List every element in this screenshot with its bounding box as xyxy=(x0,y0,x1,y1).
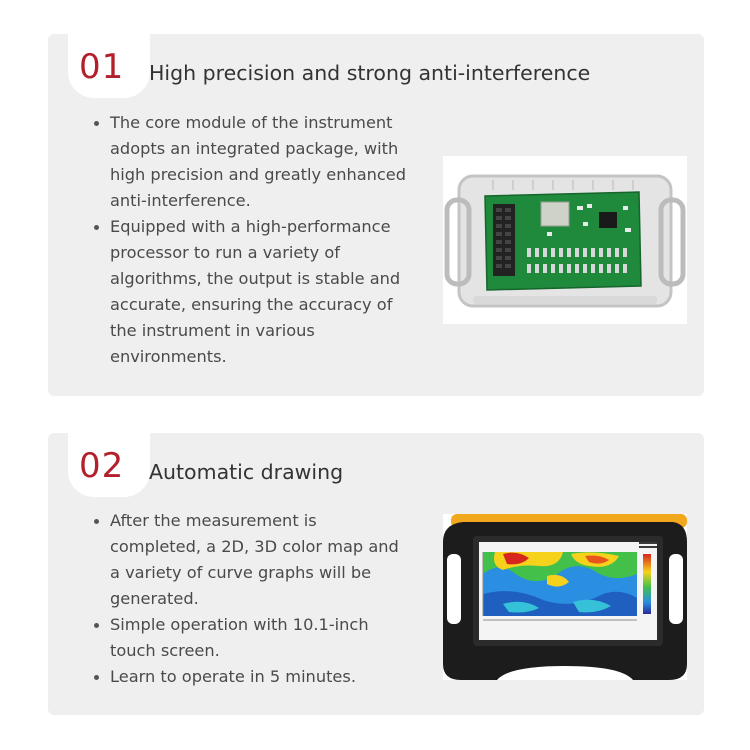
section-title: High precision and strong anti-interference xyxy=(149,61,591,85)
section-number: 01 xyxy=(79,47,125,87)
bullet-item: After the measurement is completed, a 2D, 3D color map and a variety of curve graphs will be generated. xyxy=(92,508,412,612)
section-title: Automatic drawing xyxy=(149,460,344,484)
bullet-item: Learn to operate in 5 minutes. xyxy=(92,664,412,690)
feature-card-precision xyxy=(48,34,704,396)
tablet-color-map-photo xyxy=(443,514,687,680)
bullet-list xyxy=(92,508,412,690)
feature-card-drawing xyxy=(48,433,704,715)
circuit-board-module-photo xyxy=(443,156,687,324)
bullet-list xyxy=(92,110,412,370)
tablet-map-image xyxy=(443,514,687,680)
bullet-item: The core module of the instrument adopts an integrated package, with high precision and greatly enhanced anti-interference. xyxy=(92,110,412,214)
bullet-item: Simple operation with 10.1-inch touch screen. xyxy=(92,612,412,664)
section-number: 02 xyxy=(79,446,125,486)
bullet-item: Equipped with a high-performance processor to run a variety of algorithms, the output is stable and accurate, ensuring the accuracy of the instrument in various environments. xyxy=(92,214,412,370)
circuit-board-image xyxy=(443,156,687,324)
